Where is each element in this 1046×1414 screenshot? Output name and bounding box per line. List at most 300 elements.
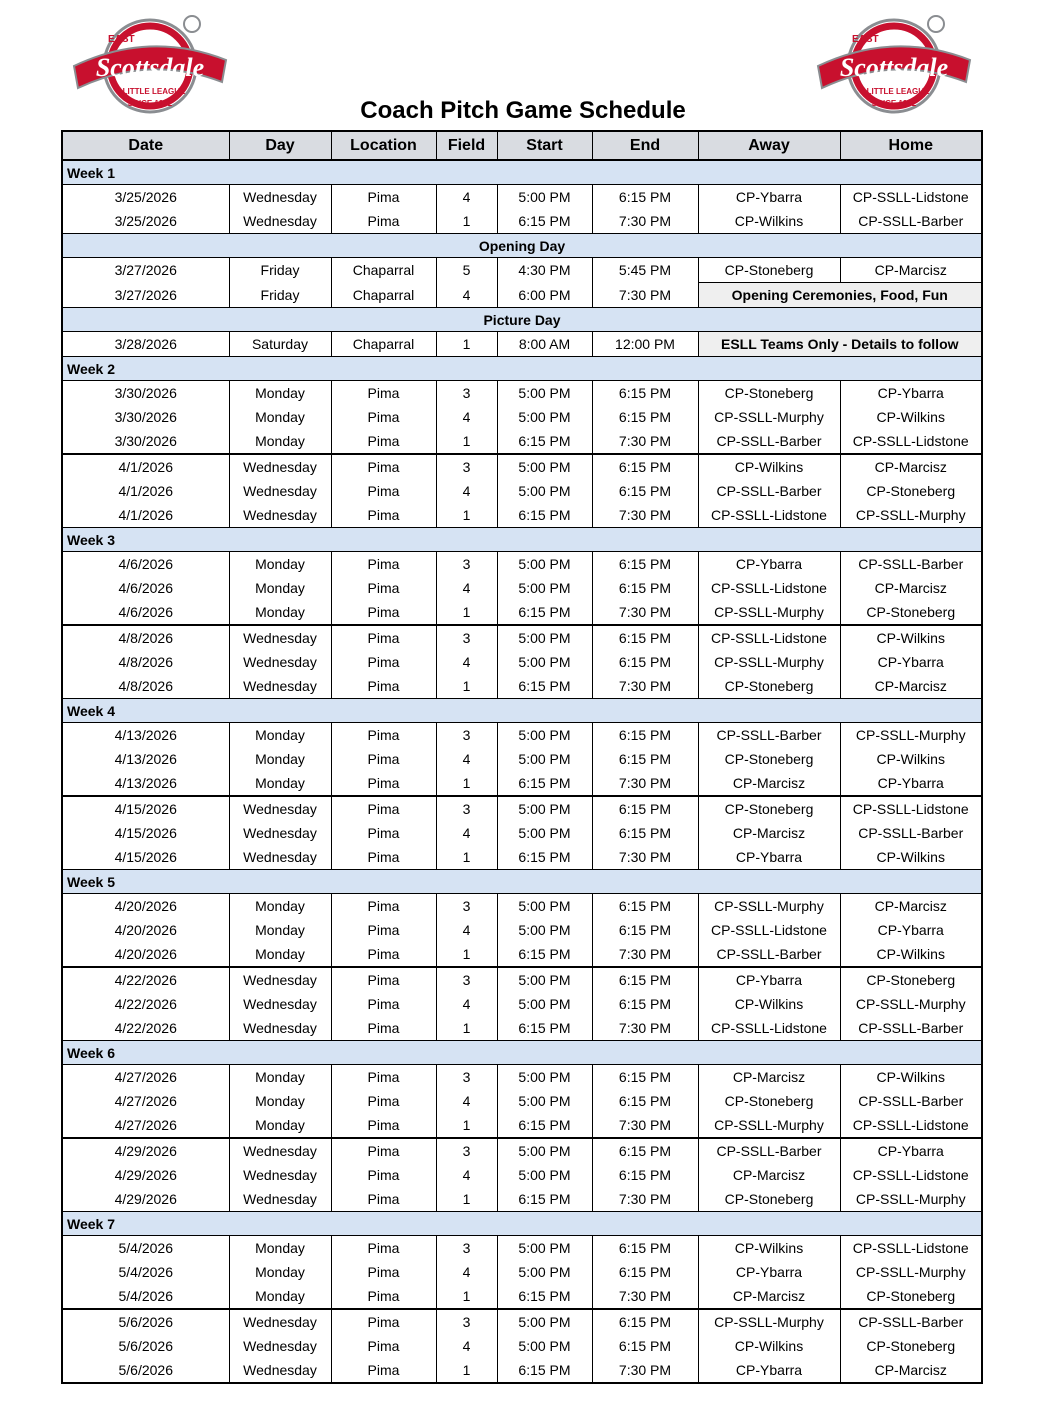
end-cell: 6:15 PM <box>592 454 698 479</box>
home-cell: CP-Wilkins <box>840 1065 982 1090</box>
end-cell: 6:15 PM <box>592 1309 698 1334</box>
day-cell: Wednesday <box>229 625 331 650</box>
location-cell: Pima <box>331 503 436 528</box>
home-cell: CP-Ybarra <box>840 381 982 406</box>
away-cell: CP-Marcisz <box>698 1163 840 1187</box>
column-header-date: Date <box>62 131 229 160</box>
home-cell: CP-SSLL-Barber <box>840 1309 982 1334</box>
table-row <box>62 1284 982 1309</box>
date-cell: 4/8/2026 <box>62 625 229 650</box>
location-cell: Pima <box>331 1089 436 1113</box>
away-cell: CP-Stoneberg <box>698 258 840 283</box>
end-cell: 6:15 PM <box>592 796 698 821</box>
date-cell: 3/27/2026 <box>62 258 229 283</box>
home-cell: CP-Ybarra <box>840 918 982 942</box>
date-cell: 5/6/2026 <box>62 1358 229 1383</box>
date-cell: 4/27/2026 <box>62 1113 229 1138</box>
away-cell: CP-SSLL-Murphy <box>698 894 840 919</box>
field-cell: 1 <box>436 1113 497 1138</box>
away-cell: CP-Wilkins <box>698 454 840 479</box>
table-row <box>62 1163 982 1187</box>
section-title: Week 1 <box>62 160 982 185</box>
location-cell: Pima <box>331 747 436 771</box>
location-cell: Pima <box>331 479 436 503</box>
end-cell: 6:15 PM <box>592 1163 698 1187</box>
day-cell: Monday <box>229 1113 331 1138</box>
logo-since-text: SINCE 1962 <box>871 99 917 108</box>
start-cell: 5:00 PM <box>497 1309 592 1334</box>
end-cell: 6:15 PM <box>592 967 698 992</box>
away-cell: CP-Stoneberg <box>698 747 840 771</box>
location-cell: Pima <box>331 1358 436 1383</box>
day-cell: Wednesday <box>229 454 331 479</box>
day-cell: Monday <box>229 1260 331 1284</box>
end-cell: 6:15 PM <box>592 1065 698 1090</box>
field-cell: 5 <box>436 258 497 283</box>
away-cell: CP-Wilkins <box>698 209 840 234</box>
start-cell: 5:00 PM <box>497 650 592 674</box>
section-title: Week 3 <box>62 528 982 552</box>
away-cell: CP-SSLL-Barber <box>698 942 840 967</box>
location-cell: Pima <box>331 894 436 919</box>
day-cell: Saturday <box>229 332 331 357</box>
start-cell: 6:15 PM <box>497 600 592 625</box>
away-cell: CP-Wilkins <box>698 1236 840 1261</box>
end-cell: 6:15 PM <box>592 381 698 406</box>
day-cell: Wednesday <box>229 992 331 1016</box>
end-cell: 7:30 PM <box>592 283 698 308</box>
day-cell: Wednesday <box>229 674 331 699</box>
day-cell: Monday <box>229 1236 331 1261</box>
start-cell: 5:00 PM <box>497 454 592 479</box>
away-cell: CP-Ybarra <box>698 1358 840 1383</box>
header-row <box>62 131 982 160</box>
table-row <box>62 576 982 600</box>
table-row <box>62 942 982 967</box>
date-cell: 3/30/2026 <box>62 405 229 429</box>
home-cell: CP-SSLL-Barber <box>840 552 982 577</box>
location-cell: Pima <box>331 992 436 1016</box>
day-cell: Wednesday <box>229 1334 331 1358</box>
day-cell: Wednesday <box>229 845 331 870</box>
field-cell: 4 <box>436 918 497 942</box>
section-header-row <box>62 1212 982 1236</box>
home-cell: CP-SSLL-Barber <box>840 821 982 845</box>
day-cell: Wednesday <box>229 185 331 210</box>
start-cell: 6:15 PM <box>497 845 592 870</box>
column-header-start: Start <box>497 131 592 160</box>
location-cell: Pima <box>331 405 436 429</box>
location-cell: Chaparral <box>331 258 436 283</box>
schedule-body <box>62 160 982 1383</box>
date-cell: 3/27/2026 <box>62 283 229 308</box>
away-cell: CP-SSLL-Lidstone <box>698 503 840 528</box>
field-cell: 1 <box>436 1358 497 1383</box>
day-cell: Monday <box>229 429 331 454</box>
date-cell: 5/4/2026 <box>62 1284 229 1309</box>
field-cell: 1 <box>436 332 497 357</box>
field-cell: 4 <box>436 479 497 503</box>
away-cell: CP-Stoneberg <box>698 796 840 821</box>
end-cell: 7:30 PM <box>592 1187 698 1212</box>
date-cell: 4/22/2026 <box>62 1016 229 1041</box>
day-cell: Wednesday <box>229 1163 331 1187</box>
end-cell: 6:15 PM <box>592 405 698 429</box>
location-cell: Pima <box>331 454 436 479</box>
end-cell: 6:15 PM <box>592 894 698 919</box>
home-cell: CP-Stoneberg <box>840 600 982 625</box>
column-header-field: Field <box>436 131 497 160</box>
date-cell: 4/27/2026 <box>62 1065 229 1090</box>
section-header-row <box>62 234 982 258</box>
field-cell: 3 <box>436 1236 497 1261</box>
home-cell: CP-SSLL-Lidstone <box>840 185 982 210</box>
date-cell: 4/6/2026 <box>62 576 229 600</box>
table-row <box>62 1016 982 1041</box>
logo-banner-text: LITTLE LEAGUE <box>866 87 930 96</box>
end-cell: 6:15 PM <box>592 1138 698 1163</box>
location-cell: Pima <box>331 771 436 796</box>
day-cell: Monday <box>229 576 331 600</box>
end-cell: 7:30 PM <box>592 503 698 528</box>
date-cell: 4/29/2026 <box>62 1138 229 1163</box>
start-cell: 5:00 PM <box>497 185 592 210</box>
start-cell: 6:15 PM <box>497 674 592 699</box>
home-cell: CP-Wilkins <box>840 747 982 771</box>
date-cell: 4/20/2026 <box>62 894 229 919</box>
location-cell: Pima <box>331 796 436 821</box>
field-cell: 1 <box>436 674 497 699</box>
away-cell: CP-Marcisz <box>698 1284 840 1309</box>
table-row <box>62 1236 982 1261</box>
home-cell: CP-Wilkins <box>840 405 982 429</box>
date-cell: 4/20/2026 <box>62 942 229 967</box>
field-cell: 3 <box>436 1138 497 1163</box>
field-cell: 3 <box>436 552 497 577</box>
table-row <box>62 747 982 771</box>
table-row <box>62 185 982 210</box>
home-cell: CP-Stoneberg <box>840 479 982 503</box>
home-cell: CP-SSLL-Lidstone <box>840 429 982 454</box>
day-cell: Wednesday <box>229 796 331 821</box>
date-cell: 4/27/2026 <box>62 1089 229 1113</box>
field-cell: 4 <box>436 747 497 771</box>
table-row <box>62 625 982 650</box>
field-cell: 3 <box>436 796 497 821</box>
end-cell: 7:30 PM <box>592 1284 698 1309</box>
location-cell: Pima <box>331 576 436 600</box>
end-cell: 6:15 PM <box>592 918 698 942</box>
table-row <box>62 454 982 479</box>
start-cell: 5:00 PM <box>497 1260 592 1284</box>
away-cell: CP-SSLL-Lidstone <box>698 625 840 650</box>
field-cell: 1 <box>436 1284 497 1309</box>
home-cell: CP-Stoneberg <box>840 1284 982 1309</box>
location-cell: Pima <box>331 918 436 942</box>
start-cell: 5:00 PM <box>497 992 592 1016</box>
home-cell: CP-Marcisz <box>840 1358 982 1383</box>
table-row <box>62 1260 982 1284</box>
location-cell: Pima <box>331 1065 436 1090</box>
end-cell: 6:15 PM <box>592 1260 698 1284</box>
section-header-row <box>62 1041 982 1065</box>
home-cell: CP-Ybarra <box>840 1138 982 1163</box>
location-cell: Pima <box>331 552 436 577</box>
start-cell: 6:15 PM <box>497 209 592 234</box>
logo-top-text: EAST <box>108 34 135 45</box>
end-cell: 6:15 PM <box>592 185 698 210</box>
home-cell: CP-Wilkins <box>840 845 982 870</box>
away-cell: CP-Ybarra <box>698 845 840 870</box>
end-cell: 6:15 PM <box>592 479 698 503</box>
away-cell: CP-Ybarra <box>698 552 840 577</box>
column-header-day: Day <box>229 131 331 160</box>
table-row <box>62 967 982 992</box>
field-cell: 1 <box>436 771 497 796</box>
end-cell: 6:15 PM <box>592 1334 698 1358</box>
start-cell: 5:00 PM <box>497 405 592 429</box>
end-cell: 6:15 PM <box>592 1089 698 1113</box>
start-cell: 5:00 PM <box>497 1334 592 1358</box>
logo-top-text: EAST <box>852 34 879 45</box>
start-cell: 6:00 PM <box>497 283 592 308</box>
section-title: Week 2 <box>62 357 982 381</box>
field-cell: 4 <box>436 1089 497 1113</box>
field-cell: 3 <box>436 967 497 992</box>
start-cell: 6:15 PM <box>497 1358 592 1383</box>
table-row <box>62 1089 982 1113</box>
field-cell: 3 <box>436 894 497 919</box>
end-cell: 7:30 PM <box>592 674 698 699</box>
home-cell: CP-SSLL-Lidstone <box>840 796 982 821</box>
end-cell: 7:30 PM <box>592 942 698 967</box>
location-cell: Pima <box>331 674 436 699</box>
field-cell: 3 <box>436 381 497 406</box>
start-cell: 5:00 PM <box>497 576 592 600</box>
end-cell: 7:30 PM <box>592 209 698 234</box>
date-cell: 4/22/2026 <box>62 967 229 992</box>
home-cell: CP-Marcisz <box>840 674 982 699</box>
date-cell: 4/1/2026 <box>62 479 229 503</box>
day-cell: Wednesday <box>229 821 331 845</box>
home-cell: CP-SSLL-Lidstone <box>840 1163 982 1187</box>
day-cell: Monday <box>229 1065 331 1090</box>
end-cell: 7:30 PM <box>592 600 698 625</box>
field-cell: 4 <box>436 405 497 429</box>
field-cell: 1 <box>436 942 497 967</box>
home-cell: CP-Ybarra <box>840 771 982 796</box>
start-cell: 6:15 PM <box>497 771 592 796</box>
location-cell: Pima <box>331 650 436 674</box>
section-header-row <box>62 160 982 185</box>
start-cell: 5:00 PM <box>497 747 592 771</box>
day-cell: Monday <box>229 1284 331 1309</box>
table-row <box>62 845 982 870</box>
start-cell: 6:15 PM <box>497 942 592 967</box>
start-cell: 5:00 PM <box>497 1065 592 1090</box>
end-cell: 6:15 PM <box>592 723 698 748</box>
table-row <box>62 552 982 577</box>
date-cell: 4/6/2026 <box>62 552 229 577</box>
start-cell: 5:00 PM <box>497 894 592 919</box>
location-cell: Pima <box>331 1309 436 1334</box>
table-row <box>62 821 982 845</box>
date-cell: 4/20/2026 <box>62 918 229 942</box>
field-cell: 4 <box>436 185 497 210</box>
home-cell: CP-SSLL-Barber <box>840 209 982 234</box>
day-cell: Monday <box>229 1089 331 1113</box>
section-title: Week 5 <box>62 870 982 894</box>
logo-main-text: Scottsdale <box>95 53 205 82</box>
date-cell: 4/29/2026 <box>62 1163 229 1187</box>
table-row <box>62 381 982 406</box>
end-cell: 6:15 PM <box>592 576 698 600</box>
table-row <box>62 1358 982 1383</box>
day-cell: Wednesday <box>229 1309 331 1334</box>
field-cell: 4 <box>436 1334 497 1358</box>
location-cell: Chaparral <box>331 332 436 357</box>
day-cell: Monday <box>229 405 331 429</box>
home-cell: CP-Wilkins <box>840 625 982 650</box>
home-cell: CP-Stoneberg <box>840 967 982 992</box>
date-cell: 4/15/2026 <box>62 796 229 821</box>
day-cell: Friday <box>229 258 331 283</box>
start-cell: 5:00 PM <box>497 479 592 503</box>
away-cell: CP-Stoneberg <box>698 381 840 406</box>
table-row <box>62 771 982 796</box>
end-cell: 6:15 PM <box>592 552 698 577</box>
table-row <box>62 405 982 429</box>
day-cell: Monday <box>229 552 331 577</box>
location-cell: Pima <box>331 821 436 845</box>
home-cell: CP-Ybarra <box>840 650 982 674</box>
home-cell: CP-SSLL-Murphy <box>840 723 982 748</box>
date-cell: 5/4/2026 <box>62 1260 229 1284</box>
field-cell: 1 <box>436 503 497 528</box>
away-cell: CP-Ybarra <box>698 185 840 210</box>
table-row <box>62 992 982 1016</box>
away-cell: CP-SSLL-Barber <box>698 429 840 454</box>
day-cell: Monday <box>229 723 331 748</box>
date-cell: 3/30/2026 <box>62 381 229 406</box>
table-row <box>62 332 982 357</box>
table-row <box>62 723 982 748</box>
table-row <box>62 1334 982 1358</box>
field-cell: 1 <box>436 845 497 870</box>
away-cell: CP-Wilkins <box>698 992 840 1016</box>
date-cell: 3/25/2026 <box>62 185 229 210</box>
end-cell: 5:45 PM <box>592 258 698 283</box>
date-cell: 4/15/2026 <box>62 821 229 845</box>
section-title: Week 6 <box>62 1041 982 1065</box>
field-cell: 3 <box>436 1309 497 1334</box>
away-cell: CP-SSLL-Lidstone <box>698 576 840 600</box>
day-cell: Monday <box>229 918 331 942</box>
end-cell: 7:30 PM <box>592 1358 698 1383</box>
away-cell: CP-Stoneberg <box>698 1089 840 1113</box>
start-cell: 6:15 PM <box>497 503 592 528</box>
field-cell: 1 <box>436 600 497 625</box>
field-cell: 1 <box>436 429 497 454</box>
home-cell: CP-Stoneberg <box>840 1334 982 1358</box>
table-row <box>62 479 982 503</box>
date-cell: 4/13/2026 <box>62 723 229 748</box>
location-cell: Pima <box>331 1260 436 1284</box>
away-cell: CP-Wilkins <box>698 1334 840 1358</box>
page-title: Coach Pitch Game Schedule <box>360 97 686 124</box>
away-cell: CP-Ybarra <box>698 967 840 992</box>
section-header-row <box>62 357 982 381</box>
away-cell: CP-Marcisz <box>698 771 840 796</box>
date-cell: 5/6/2026 <box>62 1334 229 1358</box>
location-cell: Pima <box>331 429 436 454</box>
table-row <box>62 1065 982 1090</box>
end-cell: 7:30 PM <box>592 771 698 796</box>
event-note-cell: ESLL Teams Only - Details to follow <box>698 332 982 357</box>
field-cell: 1 <box>436 209 497 234</box>
day-cell: Friday <box>229 283 331 308</box>
table-row <box>62 1187 982 1212</box>
date-cell: 4/8/2026 <box>62 674 229 699</box>
start-cell: 5:00 PM <box>497 1236 592 1261</box>
field-cell: 1 <box>436 1187 497 1212</box>
date-cell: 3/28/2026 <box>62 332 229 357</box>
date-cell: 4/8/2026 <box>62 650 229 674</box>
start-cell: 5:00 PM <box>497 796 592 821</box>
start-cell: 6:15 PM <box>497 429 592 454</box>
home-cell: CP-SSLL-Barber <box>840 1016 982 1041</box>
home-cell: CP-Marcisz <box>840 454 982 479</box>
home-cell: CP-SSLL-Murphy <box>840 1187 982 1212</box>
away-cell: CP-Marcisz <box>698 821 840 845</box>
end-cell: 6:15 PM <box>592 650 698 674</box>
start-cell: 5:00 PM <box>497 1163 592 1187</box>
date-cell: 5/6/2026 <box>62 1309 229 1334</box>
end-cell: 6:15 PM <box>592 821 698 845</box>
section-header-row <box>62 870 982 894</box>
day-cell: Monday <box>229 600 331 625</box>
table-row <box>62 503 982 528</box>
table-row <box>62 650 982 674</box>
field-cell: 4 <box>436 650 497 674</box>
start-cell: 5:00 PM <box>497 1089 592 1113</box>
date-cell: 4/15/2026 <box>62 845 229 870</box>
logo-since-text: SINCE 1962 <box>127 99 173 108</box>
date-cell: 3/30/2026 <box>62 429 229 454</box>
start-cell: 5:00 PM <box>497 918 592 942</box>
date-cell: 4/29/2026 <box>62 1187 229 1212</box>
day-cell: Wednesday <box>229 503 331 528</box>
field-cell: 4 <box>436 576 497 600</box>
end-cell: 7:30 PM <box>592 845 698 870</box>
location-cell: Pima <box>331 1236 436 1261</box>
home-cell: CP-Marcisz <box>840 258 982 283</box>
field-cell: 1 <box>436 1016 497 1041</box>
field-cell: 4 <box>436 283 497 308</box>
location-cell: Pima <box>331 723 436 748</box>
section-title: Week 4 <box>62 699 982 723</box>
end-cell: 6:15 PM <box>592 992 698 1016</box>
date-cell: 4/1/2026 <box>62 503 229 528</box>
day-cell: Wednesday <box>229 1016 331 1041</box>
away-cell: CP-SSLL-Murphy <box>698 1309 840 1334</box>
day-cell: Wednesday <box>229 479 331 503</box>
start-cell: 5:00 PM <box>497 381 592 406</box>
end-cell: 6:15 PM <box>592 625 698 650</box>
day-cell: Wednesday <box>229 1138 331 1163</box>
location-cell: Chaparral <box>331 283 436 308</box>
location-cell: Pima <box>331 1187 436 1212</box>
